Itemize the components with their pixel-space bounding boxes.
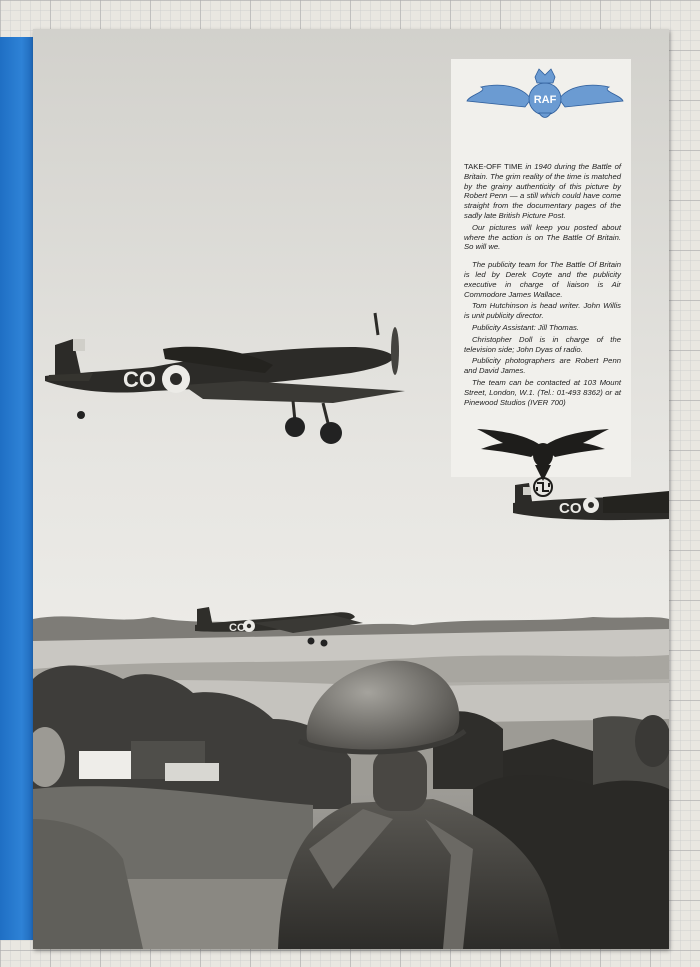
publicity-text-panel bbox=[451, 59, 631, 477]
paragraph-6: Christopher Doll is in charge of the television side; John Dyas of radio. bbox=[464, 334, 621, 354]
distant-spitfire-code: CO bbox=[229, 622, 246, 634]
paragraph-4: Tom Hutchinson is head writer. John Willis is unit publicity director. bbox=[464, 301, 621, 321]
luftwaffe-eagle-icon bbox=[473, 429, 613, 501]
paragraph-take-off bbox=[464, 162, 621, 221]
paragraph-3: The publicity team for The Battle Of Britain is led by Derek Coyte and the publicity executive in charge of liaison is Air Commodore James Wallace. bbox=[464, 260, 621, 299]
paragraph-8: The team can be contacted at 103 Mount Street, London, W.1. (Tel.: 01-493 8362) or at Pinewood Studios (IVER 700) bbox=[464, 377, 621, 407]
right-spitfire-code: CO bbox=[559, 500, 582, 517]
magazine-page bbox=[33, 29, 669, 949]
paragraph-5: Publicity Assistant: Jill Thomas. bbox=[472, 322, 579, 332]
raf-wings-crest-icon bbox=[465, 63, 625, 123]
paragraph-7: Publicity photographers are Robert Penn and David James. bbox=[464, 356, 621, 376]
article-text bbox=[464, 162, 621, 409]
paragraph-1-body: in 1940 during the Battle of Britain. The grim reality of the time is matched by the grainy authenticity of this picture by Robert Penn — a still which could have come straight from the documentary pages of the sadly late British Picture Post. bbox=[464, 162, 621, 220]
blue-binder-spine bbox=[0, 37, 36, 940]
big-spitfire-code: CO bbox=[123, 367, 156, 392]
lead-in: TAKE-OFF TIME bbox=[464, 162, 523, 171]
paragraph-2: Our pictures will keep you posted about where the action is on The Battle Of Britain. So will we. bbox=[464, 222, 621, 252]
crest-letters: RAF bbox=[533, 94, 557, 106]
